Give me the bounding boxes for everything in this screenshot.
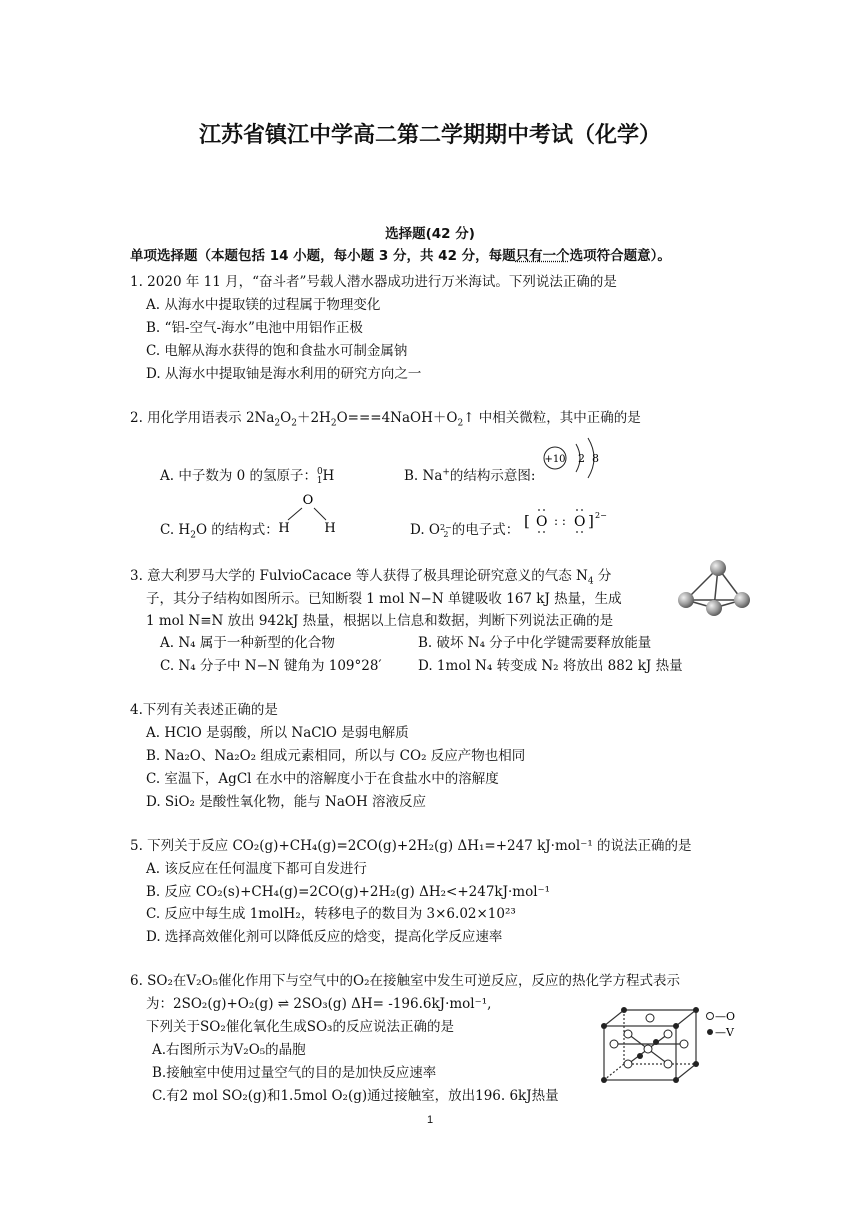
q1-option-a: A. 从海水中提取镁的过程属于物理变化 bbox=[146, 297, 381, 313]
shell-1-count: 2 bbox=[578, 452, 585, 465]
q5-option-d: D. 选择高效催化剂可以降低反应的焓变，提高化学反应速率 bbox=[146, 929, 503, 945]
water-oxygen: O bbox=[302, 493, 314, 508]
q2-option-b-pre: B. Na bbox=[404, 468, 443, 484]
svg-text:]: ] bbox=[588, 512, 594, 530]
instructions-after: 选项符合题意）。 bbox=[569, 248, 671, 264]
q3-line1-tail: 分 bbox=[593, 568, 612, 584]
svg-text:: :: : : bbox=[554, 514, 566, 528]
q3-option-d: D. 1mol N₄ 转变成 N₂ 将放出 882 kJ 热量 bbox=[418, 658, 683, 674]
q3-line1: 3. 意大利罗马大学的 FulvioCacace 等人获得了极具理论研究意义的气态 $N_4$ 分 bbox=[130, 568, 612, 587]
q4-option-c: C. 室温下，AgCl 在水中的溶解度小于在食盐水中的溶解度 bbox=[146, 771, 499, 787]
q6-option-c: C.有2 mol SO₂(g)和1.5mol O₂(g)通过接触室，放出196. 6kJ热量 bbox=[152, 1088, 559, 1104]
q2-option-c-post: O 的结构式： bbox=[195, 522, 279, 538]
q2-option-b-post: 的结构示意图: bbox=[449, 468, 536, 484]
svg-text:2−: 2− bbox=[595, 511, 607, 520]
q5-option-c: C. 反应中每生成 1molH₂，转移电子的数目为 3×6.02×10²³ bbox=[146, 906, 516, 922]
q2-option-d-pre: D. O bbox=[410, 522, 440, 538]
water-hydrogen-right: H bbox=[324, 521, 336, 534]
q3-line2: 子，其分子结构如图所示。已知断裂 1 mol N−N 单键吸收 167 kJ 热量，生成 bbox=[146, 591, 622, 607]
q1-option-b: B. “铝-空气-海水”电池中用铝作正极 bbox=[146, 320, 363, 336]
q6-option-b: B.接触室中使用过量空气的目的是加快反应速率 bbox=[152, 1065, 437, 1081]
q3-option-a: A. N₄ 属于一种新型的化合物 bbox=[160, 635, 335, 651]
q2-stem-post: 中相关微粒，其中正确的是 bbox=[478, 410, 641, 426]
q1-option-c: C. 电解从海水获得的饱和食盐水可制金属钠 bbox=[146, 343, 408, 359]
water-hydrogen-left: H bbox=[278, 521, 290, 534]
q2-option-c-pre: C. H bbox=[160, 522, 191, 538]
sodium-ion-structure-diagram bbox=[540, 436, 620, 480]
shell-2-count: 8 bbox=[592, 452, 599, 465]
water-structure-diagram bbox=[270, 490, 350, 534]
q2-option-a: A. 中子数为 0 的氢原子：$^0_1$H bbox=[160, 467, 335, 486]
q6-line2: 为：2SO₂(g)+O₂(g) ⇌ 2SO₃(g) ΔH= -196.6kJ·mol⁻¹, bbox=[146, 996, 492, 1012]
peroxide-oxygen-right: O bbox=[574, 514, 586, 530]
q6-option-a: A.右图所示为V₂O₅的晶胞 bbox=[152, 1042, 306, 1058]
q2-option-a-text: A. 中子数为 0 的氢原子： bbox=[160, 468, 318, 484]
q2-option-d: D. O2− 2 的电子式： bbox=[410, 522, 520, 539]
q4-stem: 4.下列有关表述正确的是 bbox=[130, 702, 278, 718]
peroxide-oxygen-left: O bbox=[536, 514, 548, 530]
peroxide-electron-dot-diagram bbox=[522, 502, 612, 538]
q6-line1: 6. SO₂在V₂O₅催化作用下与空气中的O₂在接触室中发生可逆反应，反应的热化学方程式表示 bbox=[130, 973, 681, 989]
q5-option-b: B. 反应 CO₂(s)+CH₄(g)=2CO(g)+2H₂(g) ΔH₂<+247kJ·mol⁻¹ bbox=[146, 884, 551, 900]
nucleus-charge: +10 bbox=[544, 454, 566, 465]
v2o5-unit-cell-diagram bbox=[598, 1004, 748, 1084]
q4-option-a: A. HClO 是弱酸，所以 NaClO 是弱电解质 bbox=[146, 725, 409, 741]
q5-option-a: A. 该反应在任何温度下都可自发进行 bbox=[146, 861, 367, 877]
instructions-emphasis: 只有一个 bbox=[515, 248, 570, 264]
svg-text:[: [ bbox=[524, 512, 530, 530]
q3-option-c: C. N₄ 分子中 N−N 键角为 109°28′ bbox=[160, 658, 382, 674]
n4-tetrahedron-diagram bbox=[674, 556, 754, 618]
q5-stem: 5. 下列关于反应 CO₂(g)+CH₄(g)=2CO(g)+2H₂(g) ΔH₁=+247 kJ·mol⁻¹ 的说法正确的是 bbox=[130, 838, 692, 854]
q2-stem-pre: 2. 用化学用语表示 2Na bbox=[130, 410, 275, 426]
legend-vanadium: —V bbox=[715, 1026, 734, 1039]
page-title: 江苏省镇江中学高二第二学期期中考试（化学） bbox=[198, 123, 661, 148]
instructions-before: 单项选择题（本题包括 14 小题，每小题 3 分，共 42 分，每题 bbox=[130, 248, 516, 264]
q4-option-d: D. SiO₂ 是酸性氧化物，能与 NaOH 溶液反应 bbox=[146, 794, 427, 810]
q2-option-b: B. Na+的结构示意图: bbox=[404, 467, 536, 484]
q4-option-b: B. Na₂O、Na₂O₂ 组成元素相同，所以与 CO₂ 反应产物也相同 bbox=[146, 748, 526, 764]
q1-stem: 1. 2020 年 11 月，“奋斗者”号载人潜水器成功进行万米海试。下列说法正确的是 bbox=[130, 274, 617, 290]
page-number: 1 bbox=[426, 1114, 434, 1126]
q2-option-d-post: 的电子式： bbox=[451, 522, 520, 538]
q3-line1-text: 3. 意大利罗马大学的 FulvioCacace 等人获得了极具理论研究意义的气态 N bbox=[130, 568, 588, 584]
instructions bbox=[130, 244, 671, 264]
q2-stem: 2. 用化学用语表示 $2Na_2O_2+2H_2O===4NaOH+O_2↑$ 中相关微粒，其中正确的是 bbox=[130, 410, 641, 429]
q3-option-b: B. 破坏 N₄ 分子中化学键需要释放能量 bbox=[418, 635, 652, 651]
q2-option-c: C. $H_2O$ 的结构式： bbox=[160, 522, 279, 541]
q3-line3: 1 mol N≡N 放出 942kJ 热量，根据以上信息和数据，判断下列说法正确的是 bbox=[146, 613, 614, 629]
legend-oxygen: —O bbox=[715, 1010, 736, 1023]
q6-line3: 下列关于SO₂催化氧化生成SO₃的反应说法正确的是 bbox=[146, 1019, 454, 1035]
q1-option-d: D. 从海水中提取铀是海水利用的研究方向之一 bbox=[146, 366, 422, 382]
section-heading: 选择题(42 分) bbox=[385, 226, 475, 242]
